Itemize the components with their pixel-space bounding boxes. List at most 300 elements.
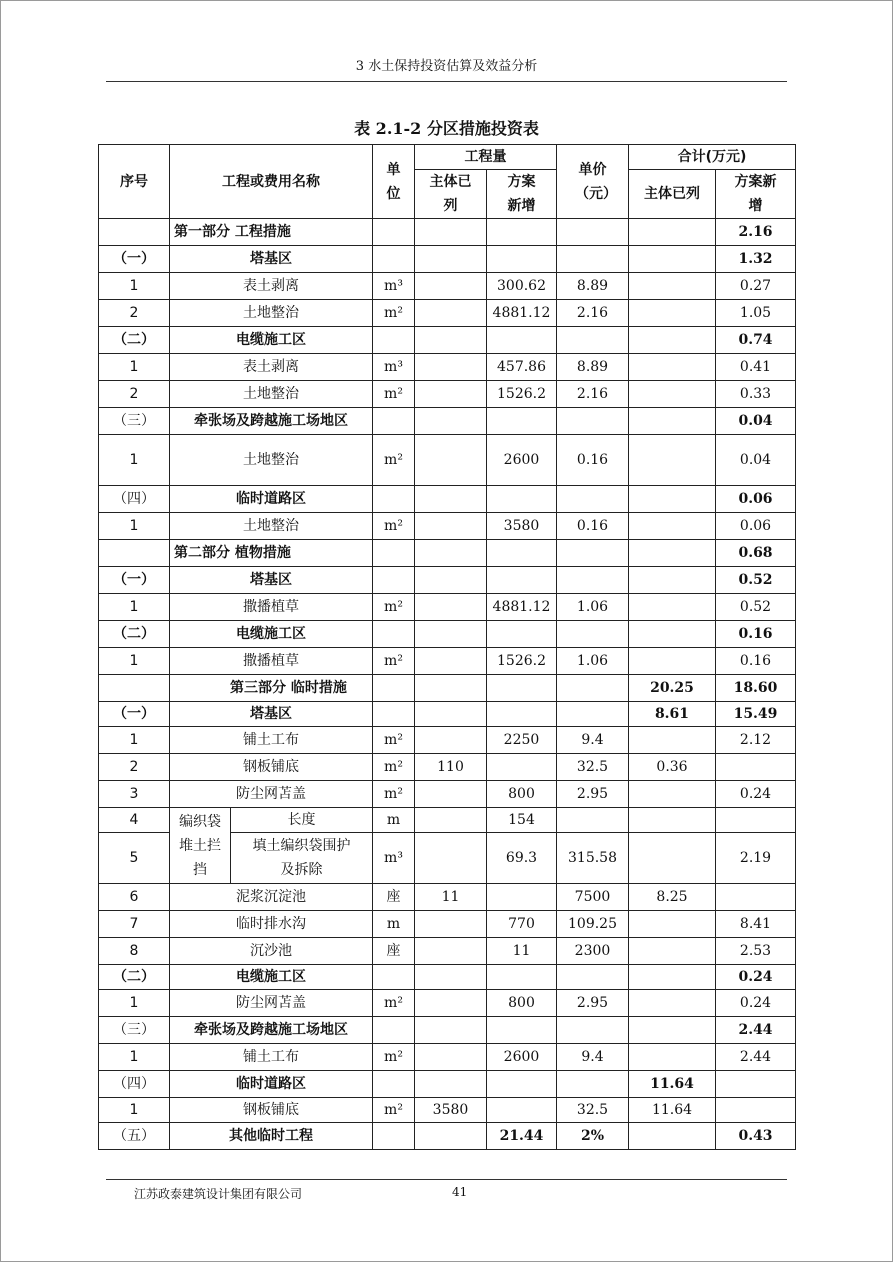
table-row: [99, 938, 796, 965]
cell-total-existing: [629, 594, 716, 621]
table-row: [99, 486, 796, 513]
cell-qty-existing: [415, 1123, 487, 1150]
table-row: [99, 594, 796, 621]
cell-unit-price: [557, 246, 629, 273]
cell-total-existing: [629, 648, 716, 675]
cell-qty-new: 800: [487, 990, 557, 1017]
cell-qty-existing: [415, 300, 487, 327]
table-row: [99, 1017, 796, 1044]
cell-group-name: 编织袋堆土拦挡: [170, 808, 231, 884]
cell-qty-new: 770: [487, 911, 557, 938]
cell-unit-price: [557, 540, 629, 567]
cell-total-existing: [629, 965, 716, 990]
cell-total-existing: [629, 781, 716, 808]
cell-item-name: 泥浆沉淀池: [170, 884, 373, 911]
cell-unit-price: 109.25: [557, 911, 629, 938]
header-rule: [106, 81, 787, 82]
cell-item-name: 撒播植草: [170, 594, 373, 621]
cell-unit-price: [557, 567, 629, 594]
cell-total-existing: [629, 327, 716, 354]
cell-total-existing: [629, 408, 716, 435]
cell-qty-existing: [415, 808, 487, 833]
table-row: [99, 1098, 796, 1123]
cell-unit-price: 2%: [557, 1123, 629, 1150]
cell-qty-existing: [415, 727, 487, 754]
cell-item-name: 沉沙池: [170, 938, 373, 965]
cell-total-new: [716, 1098, 796, 1123]
cell-qty-existing: [415, 273, 487, 300]
cell-qty-new: [487, 540, 557, 567]
cell-seq: （二）: [99, 621, 170, 648]
cell-seq: （三）: [99, 1017, 170, 1044]
cell-unit-price: 2.16: [557, 381, 629, 408]
cell-total-new: 0.27: [716, 273, 796, 300]
cell-total-existing: [629, 808, 716, 833]
cell-total-new: 1.05: [716, 300, 796, 327]
cell-item-name: 牵张场及跨越施工场地区: [170, 408, 373, 435]
cell-qty-existing: [415, 781, 487, 808]
cell-total-existing: 11.64: [629, 1098, 716, 1123]
cell-qty-existing: [415, 990, 487, 1017]
cell-qty-new: [487, 246, 557, 273]
cell-qty-new: [487, 219, 557, 246]
cell-item-name: 表土剥离: [170, 354, 373, 381]
cell-total-existing: [629, 513, 716, 540]
cell-total-existing: [629, 219, 716, 246]
cell-seq: （四）: [99, 1071, 170, 1098]
cell-unit-price: [557, 1071, 629, 1098]
cell-total-existing: [629, 1017, 716, 1044]
cell-item-name: 铺土工布: [170, 727, 373, 754]
table-row: [99, 727, 796, 754]
cell-seq: 1: [99, 513, 170, 540]
cell-qty-existing: [415, 327, 487, 354]
cell-item-name: 土地整治: [170, 513, 373, 540]
cell-unit: m²: [373, 990, 415, 1017]
cell-item-name: 电缆施工区: [170, 327, 373, 354]
cell-qty-new: [487, 884, 557, 911]
cell-seq: 3: [99, 781, 170, 808]
cell-unit: 座: [373, 938, 415, 965]
cell-total-existing: 8.25: [629, 884, 716, 911]
cell-unit-price: 315.58: [557, 833, 629, 884]
cell-total-existing: [629, 354, 716, 381]
cell-total-existing: [629, 486, 716, 513]
col-price-header: 单价（元）: [557, 145, 629, 219]
cell-qty-new: 2250: [487, 727, 557, 754]
cell-part-name: 第一部分 工程措施: [170, 219, 373, 246]
cell-total-existing: [629, 990, 716, 1017]
cell-qty-existing: [415, 621, 487, 648]
cell-seq: 2: [99, 300, 170, 327]
cell-seq: 6: [99, 884, 170, 911]
table-row: [99, 911, 796, 938]
cell-seq: （一）: [99, 567, 170, 594]
table-row: [99, 408, 796, 435]
table-row: [99, 219, 796, 246]
col-seq-header: 序号: [99, 145, 170, 219]
table-row: [99, 990, 796, 1017]
cell-item-name: 撒播植草: [170, 648, 373, 675]
cell-unit: m: [373, 808, 415, 833]
cell-unit: [373, 1123, 415, 1150]
cell-item-name: 临时道路区: [170, 1071, 373, 1098]
cell-seq: [99, 675, 170, 702]
table-title: 表 2.1-2 分区措施投资表: [354, 119, 539, 138]
cell-total-new: 0.52: [716, 594, 796, 621]
cell-qty-existing: [415, 833, 487, 884]
table-row: [99, 381, 796, 408]
cell-unit: m²: [373, 300, 415, 327]
cell-total-existing: [629, 1123, 716, 1150]
cell-seq: 1: [99, 990, 170, 1017]
cell-total-existing: [629, 833, 716, 884]
cell-seq: 2: [99, 754, 170, 781]
cell-unit-price: 2300: [557, 938, 629, 965]
table-row: [99, 300, 796, 327]
cell-total-existing: 0.36: [629, 754, 716, 781]
table-row: [99, 513, 796, 540]
cell-part-name: 第二部分 植物措施: [170, 540, 373, 567]
cell-unit: [373, 540, 415, 567]
cell-total-new: 8.41: [716, 911, 796, 938]
cell-item-name: 填土编织袋围护及拆除: [231, 833, 373, 884]
cell-unit: m²: [373, 781, 415, 808]
cell-unit-price: 8.89: [557, 273, 629, 300]
cell-qty-existing: [415, 1044, 487, 1071]
table-row: [99, 965, 796, 990]
cell-qty-existing: [415, 648, 487, 675]
cell-qty-existing: 3580: [415, 1098, 487, 1123]
cell-qty-new: [487, 965, 557, 990]
cell-seq: [99, 219, 170, 246]
cell-qty-existing: [415, 435, 487, 486]
cell-item-name: 土地整治: [170, 300, 373, 327]
cell-item-name: 钢板铺底: [170, 754, 373, 781]
cell-qty-new: 21.44: [487, 1123, 557, 1150]
cell-unit-price: 1.06: [557, 594, 629, 621]
cell-item-name: 塔基区: [170, 246, 373, 273]
cell-unit: m²: [373, 648, 415, 675]
cell-qty-existing: [415, 486, 487, 513]
cell-qty-new: [487, 621, 557, 648]
cell-qty-existing: [415, 246, 487, 273]
cell-unit-price: 9.4: [557, 1044, 629, 1071]
cell-seq: 2: [99, 381, 170, 408]
cell-qty-existing: [415, 1071, 487, 1098]
cell-qty-existing: [415, 354, 487, 381]
cell-unit-price: 2.95: [557, 781, 629, 808]
cell-unit: [373, 965, 415, 990]
cell-seq: 8: [99, 938, 170, 965]
cell-total-existing: [629, 1044, 716, 1071]
cell-total-new: 2.53: [716, 938, 796, 965]
cell-qty-new: [487, 702, 557, 727]
cell-qty-new: 154: [487, 808, 557, 833]
cell-qty-existing: [415, 1017, 487, 1044]
cell-total-new: 0.16: [716, 648, 796, 675]
cell-total-new: 0.41: [716, 354, 796, 381]
cell-item-name: 塔基区: [170, 567, 373, 594]
table-row: [99, 675, 796, 702]
cell-qty-new: 2600: [487, 435, 557, 486]
cell-qty-new: 11: [487, 938, 557, 965]
cell-total-new: 0.24: [716, 781, 796, 808]
cell-total-existing: [629, 621, 716, 648]
cell-item-name: 钢板铺底: [170, 1098, 373, 1123]
cell-seq: （五）: [99, 1123, 170, 1150]
cell-unit-price: [557, 486, 629, 513]
cell-seq: [99, 540, 170, 567]
cell-total-new: 0.04: [716, 435, 796, 486]
cell-seq: 1: [99, 435, 170, 486]
cell-part-name: 第三部分 临时措施: [170, 675, 373, 702]
cell-unit: m: [373, 911, 415, 938]
cell-item-name: 表土剥离: [170, 273, 373, 300]
cell-total-new: 2.44: [716, 1017, 796, 1044]
col-total-header: 合计(万元): [629, 145, 796, 170]
cell-qty-new: [487, 675, 557, 702]
cell-unit-price: [557, 219, 629, 246]
table-row: [99, 808, 796, 833]
cell-unit-price: 7500: [557, 884, 629, 911]
cell-unit-price: 2.16: [557, 300, 629, 327]
cell-total-new: [716, 1071, 796, 1098]
cell-total-new: 1.32: [716, 246, 796, 273]
table-row: [99, 354, 796, 381]
cell-qty-existing: 11: [415, 884, 487, 911]
cell-seq: 1: [99, 354, 170, 381]
page-number: 41: [452, 1185, 468, 1199]
cell-item-name: 土地整治: [170, 435, 373, 486]
cell-total-new: 0.04: [716, 408, 796, 435]
cell-unit: [373, 567, 415, 594]
cell-unit: m²: [373, 754, 415, 781]
cell-qty-new: [487, 1017, 557, 1044]
cell-item-name: 土地整治: [170, 381, 373, 408]
cell-seq: （四）: [99, 486, 170, 513]
cell-total-new: [716, 884, 796, 911]
cell-seq: 5: [99, 833, 170, 884]
col-tot-new-header: 方案新增: [716, 170, 796, 219]
cell-unit: m²: [373, 594, 415, 621]
cell-unit: m³: [373, 833, 415, 884]
cell-unit: [373, 219, 415, 246]
cell-qty-existing: [415, 965, 487, 990]
cell-total-new: [716, 754, 796, 781]
cell-qty-new: [487, 486, 557, 513]
col-qty-new-header: 方案新增: [487, 170, 557, 219]
cell-qty-new: 3580: [487, 513, 557, 540]
table-row: [99, 884, 796, 911]
cell-qty-new: 2600: [487, 1044, 557, 1071]
cell-item-name: 塔基区: [170, 702, 373, 727]
cell-qty-existing: [415, 381, 487, 408]
cell-qty-new: 1526.2: [487, 381, 557, 408]
cell-qty-existing: [415, 219, 487, 246]
cell-total-new: 2.12: [716, 727, 796, 754]
cell-qty-existing: [415, 513, 487, 540]
cell-unit: [373, 408, 415, 435]
cell-qty-new: [487, 754, 557, 781]
col-qty-existing-header: 主体已列: [415, 170, 487, 219]
cell-total-new: 0.06: [716, 486, 796, 513]
cell-seq: 1: [99, 648, 170, 675]
cell-seq: （一）: [99, 246, 170, 273]
cell-item-name: 电缆施工区: [170, 965, 373, 990]
cell-unit-price: 0.16: [557, 435, 629, 486]
cell-total-new: 2.19: [716, 833, 796, 884]
table-row: [99, 435, 796, 486]
cell-item-name: 牵张场及跨越施工场地区: [170, 1017, 373, 1044]
table-row: [99, 273, 796, 300]
cell-unit: m²: [373, 381, 415, 408]
cell-unit: 座: [373, 884, 415, 911]
investment-table: [98, 144, 796, 1150]
cell-seq: 1: [99, 594, 170, 621]
table-row: [99, 754, 796, 781]
cell-total-existing: [629, 911, 716, 938]
col-quantity-header: 工程量: [415, 145, 557, 170]
cell-qty-new: 457.86: [487, 354, 557, 381]
cell-seq: 4: [99, 808, 170, 833]
cell-unit: m²: [373, 1098, 415, 1123]
cell-qty-new: [487, 1098, 557, 1123]
cell-total-existing: 11.64: [629, 1071, 716, 1098]
cell-total-existing: [629, 381, 716, 408]
cell-seq: 1: [99, 273, 170, 300]
cell-qty-existing: [415, 540, 487, 567]
table-row: [99, 648, 796, 675]
cell-item-name: 长度: [231, 808, 373, 833]
cell-total-new: 18.60: [716, 675, 796, 702]
footer-company: 江苏政泰建筑设计集团有限公司: [134, 1187, 303, 1201]
table-row: [99, 702, 796, 727]
col-unit-header: 单位: [373, 145, 415, 219]
cell-total-existing: [629, 300, 716, 327]
col-tot-existing-header: 主体已列: [629, 170, 716, 219]
cell-total-new: 0.24: [716, 965, 796, 990]
cell-total-new: [716, 808, 796, 833]
table-row: [99, 540, 796, 567]
cell-qty-new: [487, 408, 557, 435]
cell-unit-price: [557, 1017, 629, 1044]
cell-total-new: 2.16: [716, 219, 796, 246]
cell-total-existing: 20.25: [629, 675, 716, 702]
cell-total-existing: [629, 567, 716, 594]
table-row: [99, 781, 796, 808]
cell-unit: [373, 486, 415, 513]
cell-unit: m²: [373, 1044, 415, 1071]
table-row: [99, 1071, 796, 1098]
cell-qty-new: [487, 327, 557, 354]
cell-seq: 1: [99, 1044, 170, 1071]
cell-unit: [373, 702, 415, 727]
running-header: 3 水土保持投资估算及效益分析: [355, 59, 538, 74]
cell-unit-price: [557, 327, 629, 354]
table-row: [99, 1044, 796, 1071]
cell-item-name: 铺土工布: [170, 1044, 373, 1071]
cell-item-name: 防尘网苫盖: [170, 990, 373, 1017]
cell-seq: 1: [99, 1098, 170, 1123]
cell-unit-price: [557, 702, 629, 727]
cell-qty-existing: [415, 567, 487, 594]
table-row: [99, 621, 796, 648]
cell-qty-new: 800: [487, 781, 557, 808]
cell-total-new: 0.06: [716, 513, 796, 540]
cell-qty-existing: [415, 594, 487, 621]
cell-item-name: 电缆施工区: [170, 621, 373, 648]
cell-unit-price: 1.06: [557, 648, 629, 675]
cell-unit-price: [557, 675, 629, 702]
cell-unit: m²: [373, 727, 415, 754]
cell-unit: m³: [373, 354, 415, 381]
cell-unit-price: 2.95: [557, 990, 629, 1017]
table-header-row-1: [99, 145, 796, 170]
cell-unit-price: 32.5: [557, 754, 629, 781]
cell-total-new: 0.74: [716, 327, 796, 354]
cell-unit-price: 9.4: [557, 727, 629, 754]
cell-unit-price: [557, 808, 629, 833]
cell-unit: [373, 246, 415, 273]
cell-unit: [373, 1071, 415, 1098]
cell-total-existing: [629, 435, 716, 486]
cell-total-existing: [629, 938, 716, 965]
cell-unit: [373, 621, 415, 648]
cell-total-new: 15.49: [716, 702, 796, 727]
cell-total-existing: [629, 246, 716, 273]
cell-qty-new: 300.62: [487, 273, 557, 300]
cell-unit: [373, 327, 415, 354]
cell-qty-existing: [415, 675, 487, 702]
cell-seq: （二）: [99, 965, 170, 990]
table-row: [99, 327, 796, 354]
cell-qty-existing: [415, 938, 487, 965]
cell-unit-price: 8.89: [557, 354, 629, 381]
cell-unit: m²: [373, 435, 415, 486]
table-row: [99, 1123, 796, 1150]
cell-qty-existing: [415, 702, 487, 727]
cell-total-new: 0.33: [716, 381, 796, 408]
cell-total-existing: [629, 727, 716, 754]
cell-total-new: 0.68: [716, 540, 796, 567]
cell-item-name: 其他临时工程: [170, 1123, 373, 1150]
cell-qty-existing: 110: [415, 754, 487, 781]
cell-qty-new: 4881.12: [487, 594, 557, 621]
cell-unit: [373, 1017, 415, 1044]
cell-qty-new: 69.3: [487, 833, 557, 884]
footer-rule: [106, 1179, 787, 1180]
cell-qty-existing: [415, 911, 487, 938]
cell-qty-existing: [415, 408, 487, 435]
cell-unit: m³: [373, 273, 415, 300]
table-row: [99, 567, 796, 594]
cell-unit-price: [557, 621, 629, 648]
cell-total-new: 0.24: [716, 990, 796, 1017]
cell-unit-price: 0.16: [557, 513, 629, 540]
cell-total-new: 0.43: [716, 1123, 796, 1150]
cell-total-new: 0.52: [716, 567, 796, 594]
cell-total-existing: [629, 540, 716, 567]
cell-unit-price: [557, 408, 629, 435]
cell-unit: [373, 675, 415, 702]
cell-item-name: 临时道路区: [170, 486, 373, 513]
cell-seq: 7: [99, 911, 170, 938]
cell-qty-new: 4881.12: [487, 300, 557, 327]
cell-unit: m²: [373, 513, 415, 540]
cell-item-name: 临时排水沟: [170, 911, 373, 938]
table-row: [99, 246, 796, 273]
